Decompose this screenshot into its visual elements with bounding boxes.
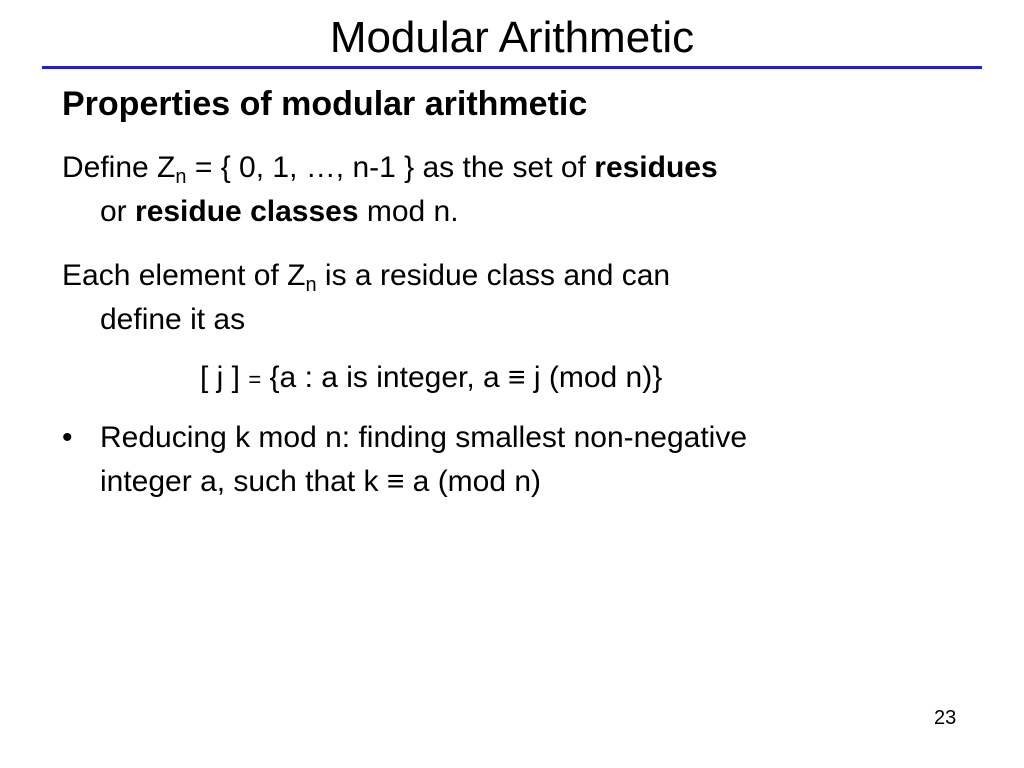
title-divider	[42, 66, 982, 69]
element-paragraph	[62, 254, 982, 342]
eq-left: [ j ]	[200, 361, 249, 394]
slide-title: Modular Arithmetic	[329, 13, 695, 62]
def-text-1: Define Z	[62, 151, 176, 184]
def-subscript: n	[175, 166, 187, 188]
definition-paragraph	[62, 146, 982, 234]
elem-line-2: define it as	[100, 303, 246, 336]
bullet-marker: •	[62, 421, 73, 454]
bullet-line-1: Reducing k mod n: finding smallest non-negative	[100, 421, 748, 454]
def-bold-residue-classes: residue classes	[135, 195, 359, 228]
elem-subscript: n	[305, 274, 317, 296]
def-text-3: or	[100, 195, 136, 228]
def-bold-residues: residues	[594, 151, 718, 184]
residue-class-equation	[200, 356, 662, 402]
eq-sign: =	[248, 367, 262, 392]
elem-text-2: is a residue class and can	[316, 259, 671, 292]
slide-subtitle: Properties of modular arithmetic	[62, 85, 588, 123]
bullet-item	[62, 416, 982, 504]
elem-text-1: Each element of Z	[62, 259, 306, 292]
eq-right: {a : a is integer, a ≡ j (mod n)}	[261, 361, 663, 394]
bullet-line-2: integer a, such that k ≡ a (mod n)	[100, 465, 542, 498]
def-text-2: = { 0, 1, …, n-1 } as the set of	[186, 151, 595, 184]
def-line-2	[62, 190, 982, 234]
page-number: 23	[934, 707, 957, 729]
def-text-4: mod n.	[358, 195, 459, 228]
